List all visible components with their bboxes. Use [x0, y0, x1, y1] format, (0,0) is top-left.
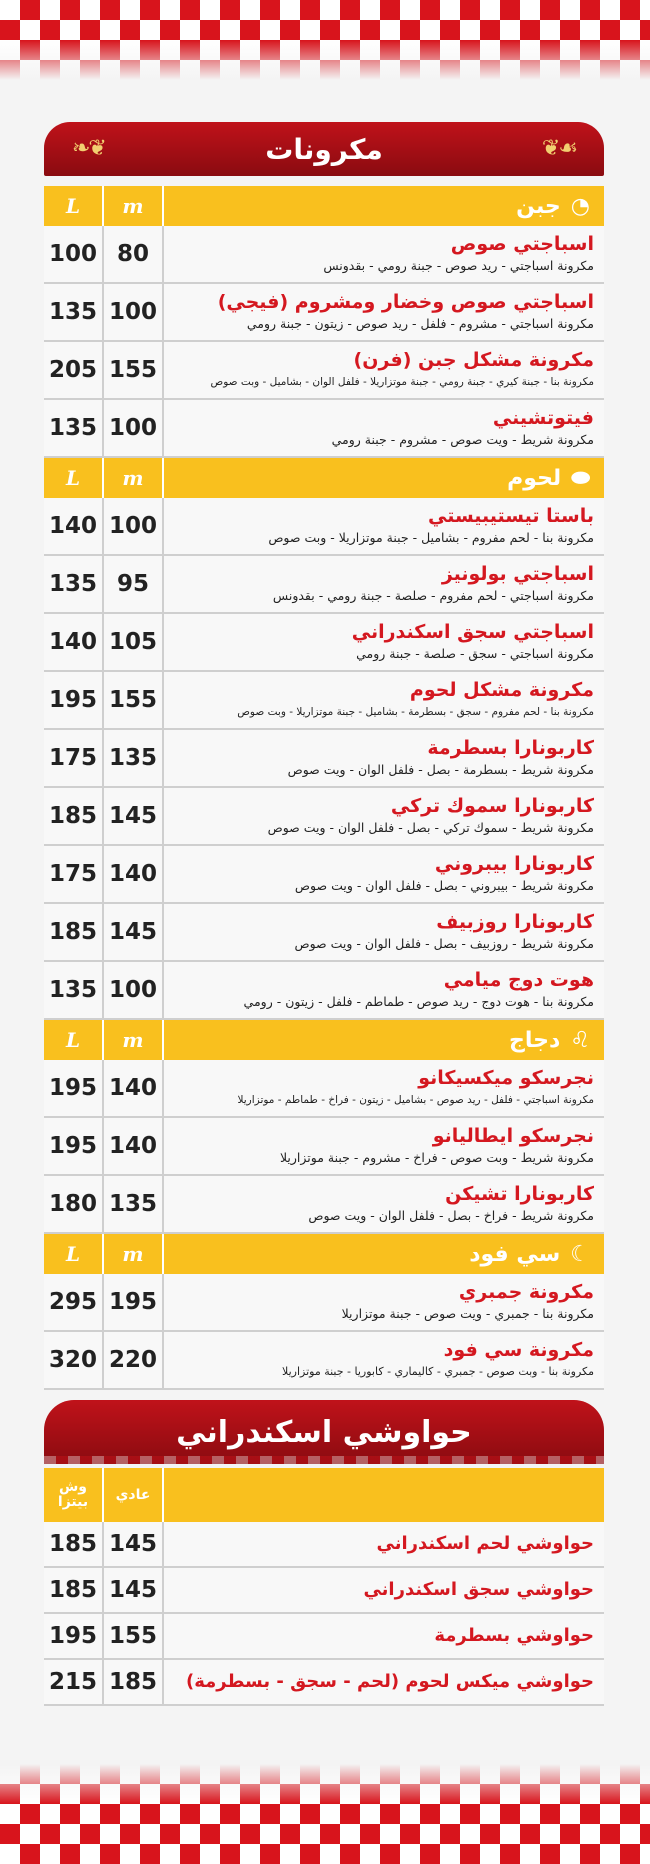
price-l: 295	[48, 1289, 97, 1315]
item-desc: مكرونة شريط - بيبروني - بصل - فلفل الوان - ويت صوص	[294, 878, 594, 893]
item-desc: مكرونة شريط - فراخ - بصل - فلفل الوان - ويت صوص	[308, 1208, 594, 1223]
price-regular: 145	[108, 1531, 157, 1557]
item-desc: مكرونة اسباجتي - فلفل - ريد صوص - بشاميل - زيتون - فراخ - طماطم - موتزاريلا	[237, 1094, 594, 1106]
menu-item	[44, 1176, 604, 1234]
menu-item	[44, 788, 604, 846]
item-desc: مكرونة اسباجتي - ريد صوص - جبنة رومي - بقدونس	[323, 258, 594, 273]
menu-item	[44, 1332, 604, 1390]
price-m: 100	[108, 513, 157, 539]
price-m: 145	[108, 803, 157, 829]
price-l: 195	[48, 1075, 97, 1101]
size-m-label: m	[122, 1242, 144, 1266]
price-regular: 145	[108, 1577, 157, 1603]
price-m: 155	[108, 357, 157, 383]
category-name: جبن	[516, 193, 561, 219]
price-m: 155	[108, 687, 157, 713]
item-desc: مكرونة اسباجتي - سجق - صلصة - جبنة رومي	[356, 646, 594, 661]
category-items-chicken	[44, 1060, 604, 1234]
col-extra-label: وش بيتزا	[44, 1468, 102, 1522]
item-desc: مكرونة شريط - وبت صوص - فراخ - مشروم - جبنة موتزاريلا	[279, 1150, 594, 1165]
category-items-seafood	[44, 1274, 604, 1390]
item-name: حواوشي لحم اسكندراني	[376, 1533, 594, 1554]
item-desc: مكرونة اسباجتي - لحم مفروم - صلصة - جبنة رومي - بقدونس	[272, 588, 594, 603]
menu-item	[44, 1522, 604, 1568]
menu-item	[44, 226, 604, 284]
item-name: كاربونارا روزبيف	[436, 911, 594, 933]
price-l: 135	[48, 415, 97, 441]
size-m-label: m	[122, 194, 144, 218]
meat-icon: ⬬	[571, 465, 590, 491]
item-desc: مكرونة شريط - روزبيف - بصل - فلفل الوان - ويت صوص	[294, 936, 594, 951]
price-l: 140	[48, 513, 97, 539]
size-l-label: L	[65, 194, 81, 218]
hawawshi-banner	[44, 1400, 604, 1464]
chicken-icon: ♌	[570, 1027, 590, 1053]
category-name: دجاج	[509, 1027, 561, 1053]
size-m-label: m	[122, 1028, 144, 1052]
category-header-cheese	[44, 186, 604, 226]
price-extra: 215	[48, 1669, 97, 1695]
item-name: حواوشي بسطرمة	[434, 1625, 594, 1646]
price-m: 100	[108, 299, 157, 325]
price-m: 80	[116, 241, 149, 267]
item-name: مكرونة مشكل لحوم	[409, 679, 594, 701]
item-name: مكرونة مشكل جبن (فرن)	[353, 349, 594, 371]
menu-item	[44, 730, 604, 788]
item-desc: مكرونة اسباجتي - مشروم - فلفل - ريد صوص - زيتون - جبنة رومي	[246, 316, 594, 331]
size-l-label: L	[65, 1028, 81, 1052]
size-l-label: L	[65, 1242, 81, 1266]
shrimp-icon: ☾	[570, 1241, 590, 1267]
item-name: كاربونارا بسطرمة	[427, 737, 594, 759]
price-l: 320	[48, 1347, 97, 1373]
price-m: 140	[108, 1133, 157, 1159]
price-m: 135	[108, 745, 157, 771]
pasta-title: مكرونات	[265, 132, 383, 166]
price-l: 195	[48, 687, 97, 713]
price-m: 135	[108, 1191, 157, 1217]
hawawshi-header	[44, 1468, 604, 1522]
price-m: 100	[108, 415, 157, 441]
item-desc: مكرونة بنا - هوت دوج - ريد صوص - طماطم - فلفل - زيتون - رومي	[243, 994, 594, 1009]
item-desc: مكرونة بنا - جبنة كيري - جبنة رومي - جبنة موتزاريلا - فلفل الوان - بشاميل - وبت صوص	[210, 376, 594, 388]
price-m: 140	[108, 861, 157, 887]
category-name: لحوم	[507, 465, 562, 491]
item-name: اسباجتي بولونيز	[441, 563, 594, 585]
price-extra: 185	[48, 1531, 97, 1557]
item-desc: مكرونة شريط - سموك تركي - بصل - فلفل الوان - ويت صوص	[267, 820, 594, 835]
price-l: 140	[48, 629, 97, 655]
menu-item	[44, 1060, 604, 1118]
menu-item	[44, 556, 604, 614]
item-name: اسباجتي صوص	[450, 233, 594, 255]
menu-item	[44, 400, 604, 458]
menu-item	[44, 962, 604, 1020]
hawawshi-title: حواوشي اسكندراني	[176, 1414, 472, 1450]
price-m: 140	[108, 1075, 157, 1101]
item-name: نجرسكو ايطاليانو	[432, 1125, 594, 1147]
item-desc: مكرونة بنا - جمبري - ويت صوص - جبنة موتزاريلا	[341, 1306, 594, 1321]
item-name: اسباجتي صوص وخضار ومشروم (فيجي)	[217, 291, 594, 313]
price-m: 105	[108, 629, 157, 655]
price-m: 195	[108, 1289, 157, 1315]
menu-item	[44, 1568, 604, 1614]
item-name: باستا تيستيبيستي	[427, 505, 594, 527]
price-l: 175	[48, 745, 97, 771]
price-l: 205	[48, 357, 97, 383]
menu-item	[44, 1614, 604, 1660]
category-name: سي فود	[469, 1241, 561, 1267]
item-name: كاربونارا بيبروني	[434, 853, 594, 875]
category-header-chicken	[44, 1020, 604, 1060]
menu-item	[44, 846, 604, 904]
item-name: مكرونة جمبري	[458, 1281, 594, 1303]
category-items-cheese	[44, 226, 604, 458]
item-name: كاربونارا تشيكن	[445, 1183, 594, 1205]
price-regular: 185	[108, 1669, 157, 1695]
category-items-meat	[44, 498, 604, 1020]
price-m: 100	[108, 977, 157, 1003]
item-desc: مكرونة شريط - ويت صوص - مشروم - جبنة رومي	[331, 432, 594, 447]
col-regular-label: عادي	[104, 1468, 162, 1522]
menu-item	[44, 284, 604, 342]
size-l-label: L	[65, 466, 81, 490]
item-desc: مكرونة بنا - لحم مفروم - سجق - بسطرمة - بشاميل - جبنة موتزاريلا - وبت صوص	[237, 706, 594, 718]
price-l: 135	[48, 977, 97, 1003]
item-name: فيتوتشيني	[492, 407, 594, 429]
menu-item	[44, 672, 604, 730]
price-l: 175	[48, 861, 97, 887]
menu-board	[44, 122, 604, 1706]
price-l: 195	[48, 1133, 97, 1159]
item-name: هوت دوج ميامي	[443, 969, 594, 991]
price-extra: 195	[48, 1623, 97, 1649]
category-header-meat	[44, 458, 604, 498]
item-name: مكرونة سي فود	[443, 1339, 594, 1361]
price-l: 180	[48, 1191, 97, 1217]
price-extra: 185	[48, 1577, 97, 1603]
price-l: 100	[48, 241, 97, 267]
ornament-icon: ❧❦	[72, 136, 105, 161]
size-m-label: m	[122, 466, 144, 490]
menu-item	[44, 904, 604, 962]
item-name: نجرسكو ميكسيكانو	[418, 1067, 594, 1089]
price-m: 145	[108, 919, 157, 945]
item-desc: مكرونة شريط - بسطرمة - بصل - فلفل الوان - ويت صوص	[287, 762, 594, 777]
ornament-icon: ❦☙	[541, 136, 576, 161]
item-name: حواوشي سجق اسكندراني	[363, 1579, 594, 1600]
menu-item	[44, 342, 604, 400]
price-l: 185	[48, 803, 97, 829]
hawawshi-items	[44, 1522, 604, 1706]
menu-item	[44, 498, 604, 556]
pasta-banner	[44, 122, 604, 176]
cheese-icon: ◔	[570, 193, 590, 219]
price-l: 135	[48, 571, 97, 597]
item-desc: مكرونة بنا - وبت صوص - جمبري - كاليماري - كابوريا - جبنة موتزاريلا	[282, 1365, 594, 1378]
price-regular: 155	[108, 1623, 157, 1649]
price-l: 135	[48, 299, 97, 325]
menu-item	[44, 1118, 604, 1176]
item-name: كاربونارا سموك تركي	[390, 795, 594, 817]
item-desc: مكرونة بنا - لحم مفروم - بشاميل - جبنة موتزاريلا - وبت صوص	[268, 530, 594, 545]
menu-item	[44, 1274, 604, 1332]
item-name: حواوشي ميكس لحوم (لحم - سجق - بسطرمة)	[185, 1671, 594, 1692]
item-name: اسباجتي سجق اسكندراني	[351, 621, 594, 643]
price-l: 185	[48, 919, 97, 945]
menu-item	[44, 1660, 604, 1706]
menu-item	[44, 614, 604, 672]
category-header-seafood	[44, 1234, 604, 1274]
price-m: 220	[108, 1347, 157, 1373]
price-m: 95	[116, 571, 149, 597]
